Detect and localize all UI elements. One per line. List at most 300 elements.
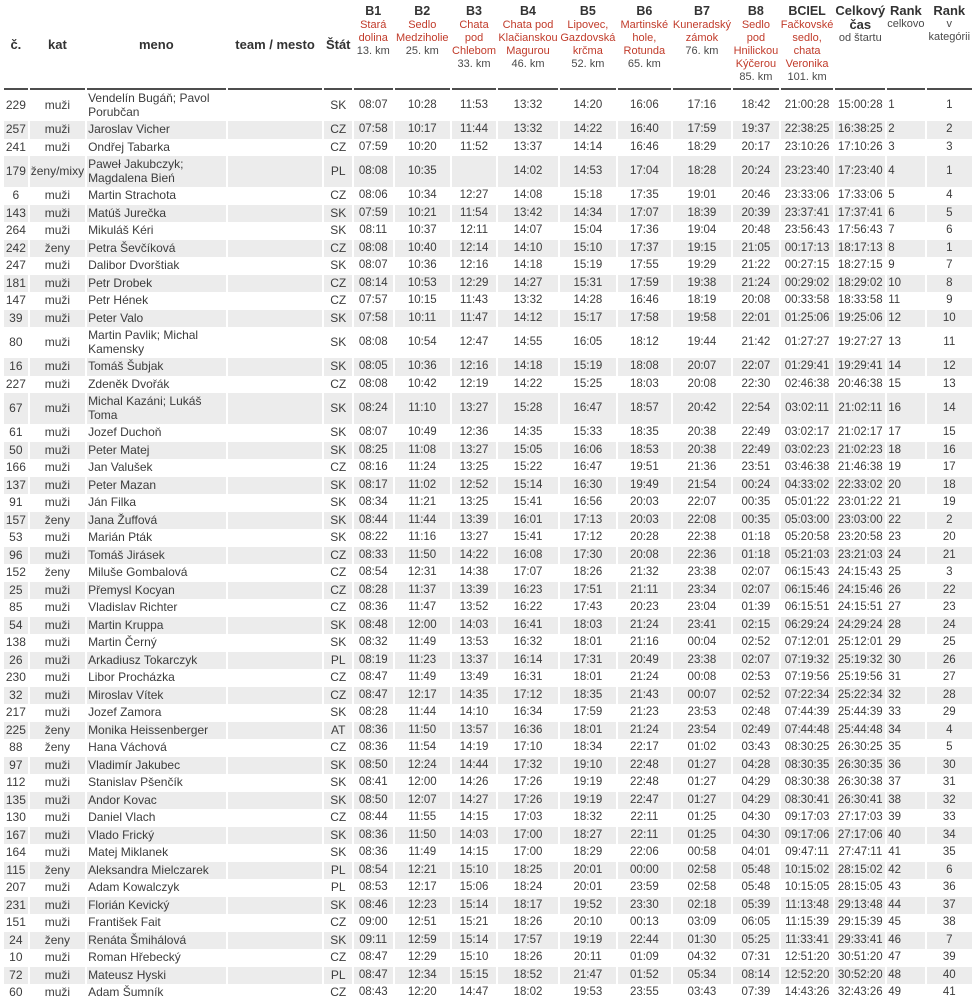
overall-rank-cell: 47 (888, 951, 902, 963)
finish-bciel-cell: 11:13:48 (781, 897, 834, 915)
split-b7-cell: 20:38 (673, 442, 731, 460)
category-cell: muži (30, 967, 85, 985)
split-b5-cell: 15:33 (573, 426, 603, 438)
bib-number-cell: 207 (5, 880, 26, 894)
split-b1-cell: 08:28 (358, 706, 388, 718)
table-row (4, 827, 972, 845)
overall-rank-cell: 45 (888, 916, 902, 928)
split-b1-cell: 08:08 (358, 377, 388, 390)
runner-name-cell: František Fait (88, 915, 161, 929)
bib-number-cell: 217 (5, 705, 26, 719)
category-cell: muži (44, 705, 71, 719)
split-b8-cell: 05:39 (733, 897, 779, 915)
total-time-cell: 26:30:38 (837, 776, 883, 788)
checkpoint-location: Lipovec, Gazdovská krčma (560, 19, 616, 57)
team-cell (228, 424, 323, 442)
split-b3-cell: 12:47 (459, 335, 489, 348)
split-b7-cell: 18:19 (687, 294, 717, 306)
split-b3-cell: 13:49 (459, 671, 489, 683)
split-b2-cell: 12:17 (407, 881, 437, 893)
table-row (4, 984, 972, 1002)
split-b1-cell: 07:58 (354, 121, 393, 139)
table-row (4, 275, 972, 293)
split-b6-cell: 17:04 (618, 156, 671, 187)
col-header-team: team / mesto (228, 2, 323, 90)
overall-rank-cell: 6 (887, 205, 924, 223)
split-b5-cell: 17:51 (560, 582, 616, 600)
country-cell: SK (330, 635, 347, 649)
runner-name-cell: Mikuláš Kéri (88, 223, 154, 237)
team-cell (228, 774, 323, 792)
split-b3-cell: 15:10 (452, 862, 496, 880)
split-b5-cell: 14:34 (560, 205, 616, 223)
category-rank-cell: 31 (942, 776, 956, 788)
col-header-checkpoint (354, 2, 393, 90)
split-b5-cell: 18:27 (560, 827, 616, 845)
category-cell: muži (30, 582, 85, 600)
team-cell (228, 459, 323, 477)
overall-rank-cell: 36 (887, 757, 924, 775)
finish-bciel-cell: 07:22:34 (781, 687, 834, 705)
split-b7-cell: 23:04 (687, 601, 717, 613)
finish-bciel-cell: 02:46:38 (784, 377, 830, 390)
overall-rank-cell: 28 (887, 617, 924, 635)
split-b6-cell: 01:09 (629, 951, 659, 963)
runner-name-cell: Peter Mazan (87, 477, 226, 495)
split-b3-cell: 15:14 (452, 932, 496, 950)
total-time-cell: 17:10:26 (837, 140, 883, 153)
split-b2-cell: 10:36 (395, 358, 451, 376)
split-b2-cell: 10:35 (395, 156, 451, 187)
category-rank-cell: 39 (942, 951, 956, 963)
split-b5-cell: 15:10 (560, 240, 616, 258)
team-cell (228, 704, 323, 722)
total-time-cell: 23:01:22 (837, 496, 883, 508)
split-b2-cell: 11:23 (395, 652, 451, 670)
overall-rank-cell: 5 (888, 189, 895, 201)
split-b3-cell: 14:15 (459, 811, 489, 823)
split-b4-cell: 18:17 (498, 897, 558, 915)
split-b4-cell: 14:07 (513, 224, 543, 236)
total-time-cell: 18:17:13 (835, 240, 885, 258)
split-b8-cell: 02:07 (741, 566, 771, 578)
bib-number-cell: 257 (4, 121, 28, 139)
category-rank-cell: 1 (927, 240, 972, 258)
team-cell (228, 967, 323, 985)
overall-rank-cell: 49 (888, 986, 902, 998)
split-b1-cell: 08:47 (354, 687, 393, 705)
category-rank-cell: 14 (927, 393, 972, 424)
bib-number-cell: 54 (4, 617, 28, 635)
team-cell (228, 634, 323, 652)
overall-rank-cell: 12 (887, 310, 924, 328)
total-time-cell: 16:38:25 (835, 121, 885, 139)
split-b5-cell: 15:19 (573, 259, 603, 271)
runner-name-cell: Monika Heissenberger (87, 722, 226, 740)
split-b4-cell: 14:02 (498, 156, 558, 187)
runner-name-cell: Jozef Duchoň (88, 425, 162, 439)
category-cell: muži (44, 139, 71, 154)
split-b5-cell: 18:35 (560, 687, 616, 705)
split-b5-cell: 18:01 (573, 671, 603, 683)
split-b7-cell: 18:28 (673, 156, 731, 187)
country-cell: CZ (330, 985, 347, 999)
category-rank-cell: 8 (927, 275, 972, 293)
table-row (4, 774, 972, 792)
finish-bciel-cell: 23:56:43 (784, 224, 830, 236)
split-b8-cell: 18:42 (741, 98, 771, 111)
category-rank-cell: 11 (943, 335, 956, 348)
total-time-cell: 23:03:00 (835, 512, 885, 530)
overall-rank-cell: 23 (888, 531, 902, 543)
split-b4-cell: 18:26 (513, 951, 543, 963)
finish-bciel-cell: 00:27:15 (784, 259, 830, 271)
overall-rank-cell: 9 (888, 259, 895, 271)
category-rank-cell: 6 (946, 224, 953, 236)
split-b7-cell: 18:39 (673, 205, 731, 223)
split-b3-cell: 14:03 (452, 827, 496, 845)
split-b3-cell: 12:16 (459, 259, 489, 271)
category-cell: muži (30, 393, 85, 424)
country-cell: SK (324, 932, 352, 950)
runner-name-cell: Jaroslav Vicher (87, 121, 226, 139)
runner-name-cell: Petr Drobek (87, 275, 226, 293)
finish-bciel-cell: 10:15:05 (784, 881, 830, 893)
split-b1-cell: 08:33 (354, 547, 393, 565)
runner-name-cell: Tomáš Jirásek (87, 547, 226, 565)
category-cell: muži (44, 188, 71, 202)
checkpoint-distance: 85. km (739, 71, 773, 83)
table-row (4, 722, 972, 740)
bib-number-cell: 135 (4, 792, 28, 810)
overall-rank-cell: 16 (887, 393, 924, 424)
table-row (4, 205, 972, 223)
category-cell: muži (44, 985, 71, 999)
checkpoint-distance: 76. km (685, 45, 719, 57)
split-b7-cell: 22:07 (687, 496, 717, 508)
team-cell (228, 652, 323, 670)
table-row (4, 634, 972, 652)
total-time-cell: 22:33:02 (835, 477, 885, 495)
split-b5-cell: 20:01 (573, 881, 603, 893)
bib-number-cell: 67 (4, 393, 28, 424)
finish-bciel-cell: 01:29:41 (781, 358, 834, 376)
total-time-label: Celkový čas (835, 3, 886, 32)
split-b5-cell: 16:56 (573, 496, 603, 508)
split-b1-cell: 07:59 (354, 205, 393, 223)
split-b5-cell: 16:47 (560, 393, 616, 424)
split-b3-cell: 14:10 (459, 706, 489, 718)
split-b7-cell: 01:27 (687, 776, 717, 788)
bib-number-cell: 147 (5, 293, 26, 307)
split-b6-cell: 18:12 (629, 335, 659, 348)
table-row (4, 494, 972, 512)
split-b8-cell: 04:30 (741, 811, 771, 823)
split-b8-cell: 05:25 (733, 932, 779, 950)
country-cell: CZ (330, 139, 347, 154)
country-cell: SK (330, 97, 347, 112)
category-rank-cell: 7 (946, 259, 953, 271)
team-cell (228, 512, 323, 530)
split-b2-cell: 10:36 (407, 259, 437, 271)
category-cell: muži (44, 635, 71, 649)
col-header-checkpoint (733, 2, 779, 90)
category-rank-cell: 1 (946, 98, 953, 111)
split-b1-cell: 08:07 (358, 259, 388, 271)
country-cell: CZ (330, 810, 347, 824)
table-row (4, 310, 972, 328)
table-row (4, 139, 972, 157)
split-b8-cell: 22:01 (733, 310, 779, 328)
split-b1-cell: 07:58 (354, 310, 393, 328)
split-b4-cell: 14:22 (513, 377, 543, 390)
bib-number-cell: 181 (4, 275, 28, 293)
category-rank-cell: 7 (927, 932, 972, 950)
split-b4-cell: 17:00 (498, 827, 558, 845)
category-rank-cell: 4 (927, 722, 972, 740)
split-b7-cell: 00:58 (687, 846, 717, 858)
split-b5-cell: 15:17 (560, 310, 616, 328)
split-b3-cell: 13:57 (452, 722, 496, 740)
team-cell (228, 827, 323, 845)
bib-number-cell: 164 (5, 845, 26, 859)
checkpoint-location: Sedlo pod Hnilickou Kýčerou (733, 19, 779, 70)
split-b4-cell: 17:07 (513, 566, 543, 578)
country-cell: SK (324, 827, 352, 845)
split-b6-cell: 20:03 (618, 512, 671, 530)
table-row (4, 90, 972, 121)
overall-rank-cell: 19 (888, 461, 902, 473)
country-cell: PL (324, 862, 352, 880)
table-row (4, 512, 972, 530)
bib-number-cell: 225 (4, 722, 28, 740)
split-b6-cell: 21:32 (629, 566, 659, 578)
split-b1-cell: 08:06 (358, 189, 388, 201)
category-rank-cell: 26 (927, 652, 972, 670)
table-row (4, 617, 972, 635)
checkpoint-code: B5 (579, 4, 596, 18)
total-time-cell: 21:02:11 (835, 393, 885, 424)
split-b4-cell: 16:08 (498, 547, 558, 565)
split-b7-cell: 22:38 (687, 531, 717, 543)
finish-bciel-cell: 05:03:00 (781, 512, 834, 530)
finish-bciel-cell: 09:17:03 (784, 811, 830, 823)
bib-number-cell: 167 (4, 827, 28, 845)
finish-bciel-cell: 23:37:41 (781, 205, 834, 223)
category-cell: muži (44, 334, 71, 349)
split-b3-cell: 15:06 (459, 881, 489, 893)
overall-rank-cell: 7 (888, 224, 895, 236)
split-b6-cell: 21:24 (629, 671, 659, 683)
runner-name-cell: Martin Pavlik; Michal Kamensky (88, 328, 199, 356)
split-b6-cell: 17:59 (618, 275, 671, 293)
team-cell (228, 897, 323, 915)
category-rank-cell: 35 (942, 846, 956, 858)
country-cell: CZ (330, 188, 347, 202)
overall-rank-cell: 18 (887, 442, 924, 460)
split-b4-cell: 17:26 (513, 776, 543, 788)
split-b5-cell: 16:06 (560, 442, 616, 460)
category-cell: ženy (44, 565, 71, 579)
split-b6-cell: 17:55 (629, 259, 659, 271)
split-b5-cell: 17:43 (573, 601, 603, 613)
bib-number-cell: 96 (4, 547, 28, 565)
country-cell: CZ (330, 915, 347, 929)
runner-name-cell: Vladislav Richter (88, 600, 178, 614)
team-cell (228, 240, 323, 258)
team-cell (228, 564, 323, 582)
category-cell: muži (44, 950, 71, 964)
finish-bciel-cell: 10:15:02 (781, 862, 834, 880)
split-b4-cell: 18:24 (513, 881, 543, 893)
split-b3-cell (452, 156, 496, 187)
runner-name-cell: Arkadiusz Tokarczyk (87, 652, 226, 670)
table-row (4, 358, 972, 376)
table-header-row (4, 2, 972, 90)
runner-name-cell: Martin Černý (88, 635, 157, 649)
category-cell: muži (30, 547, 85, 565)
country-cell: PL (330, 880, 346, 894)
country-cell: SK (324, 757, 352, 775)
split-b3-cell: 15:21 (459, 916, 489, 928)
split-b2-cell: 11:49 (408, 671, 437, 683)
split-b2-cell: 12:17 (395, 687, 451, 705)
finish-bciel-cell: 21:00:28 (784, 98, 830, 111)
bib-number-cell: 26 (4, 652, 28, 670)
overall-rank-cell: 41 (888, 846, 902, 858)
split-b2-cell: 10:17 (395, 121, 451, 139)
table-row (4, 844, 972, 862)
category-rank-cell: 19 (942, 496, 956, 508)
table-row (4, 529, 972, 547)
split-b2-cell: 10:42 (407, 377, 437, 390)
finish-bciel-cell: 09:47:11 (785, 846, 830, 858)
split-b8-cell: 20:39 (733, 205, 779, 223)
table-row (4, 477, 972, 495)
finish-bciel-cell: 07:44:48 (781, 722, 834, 740)
category-cell: ženy (30, 862, 85, 880)
category-cell: muži (30, 757, 85, 775)
table-row (4, 704, 972, 722)
split-b8-cell: 22:49 (733, 442, 779, 460)
table-row (4, 669, 972, 687)
split-b3-cell: 14:15 (459, 846, 489, 858)
overall-rank-cell: 38 (887, 792, 924, 810)
country-cell: CZ (324, 582, 352, 600)
split-b6-cell: 22:11 (618, 827, 671, 845)
split-b3-cell: 14:26 (459, 776, 489, 788)
category-cell: muži (44, 775, 71, 789)
split-b8-cell: 21:05 (733, 240, 779, 258)
finish-bciel-cell: 03:02:23 (781, 442, 834, 460)
runner-name-cell: Peter Valo (87, 310, 226, 328)
split-b7-cell: 17:59 (673, 121, 731, 139)
split-b1-cell: 08:22 (358, 531, 388, 543)
table-row (4, 967, 972, 985)
split-b2-cell: 11:44 (395, 512, 451, 530)
split-b5-cell: 19:10 (560, 757, 616, 775)
country-cell: CZ (330, 670, 347, 684)
team-cell (228, 547, 323, 565)
bib-number-cell: 166 (5, 460, 26, 474)
split-b7-cell: 00:07 (673, 687, 731, 705)
split-b6-cell: 20:23 (629, 601, 659, 613)
team-cell (228, 376, 323, 394)
split-b4-cell: 18:02 (513, 986, 543, 998)
category-cell: muži (30, 897, 85, 915)
runner-name-cell: Petra Ševčíková (87, 240, 226, 258)
total-time-cell: 30:52:20 (835, 967, 885, 985)
table-row (4, 257, 972, 275)
finish-bciel-cell: 06:15:43 (784, 566, 830, 578)
country-cell: SK (324, 310, 352, 328)
team-cell (228, 687, 323, 705)
overall-rank-cell: 10 (887, 275, 924, 293)
split-b8-cell: 04:28 (733, 757, 779, 775)
split-b1-cell: 08:25 (354, 442, 393, 460)
split-b4-cell: 17:26 (498, 792, 558, 810)
overall-rank-cell: 1 (888, 98, 895, 111)
country-cell: CZ (330, 950, 347, 964)
split-b1-cell: 08:46 (354, 897, 393, 915)
split-b3-cell: 13:53 (459, 636, 489, 648)
runner-name-cell: Stanislav Pšenčík (88, 775, 183, 789)
category-rank-cell: 22 (927, 582, 972, 600)
split-b3-cell: 12:27 (459, 189, 489, 201)
split-b8-cell: 21:24 (733, 275, 779, 293)
team-cell (228, 310, 323, 328)
split-b6-cell: 22:11 (630, 811, 659, 823)
split-b8-cell: 05:48 (741, 881, 771, 893)
country-cell: PL (324, 967, 352, 985)
category-cell: muži (30, 358, 85, 376)
checkpoint-distance: 52. km (571, 58, 605, 70)
split-b4-cell: 14:55 (513, 335, 543, 348)
split-b1-cell: 08:44 (358, 811, 388, 823)
country-cell: CZ (324, 240, 352, 258)
split-b2-cell: 12:00 (395, 617, 451, 635)
table-row (4, 739, 972, 757)
split-b2-cell: 12:29 (407, 951, 437, 963)
table-row (4, 897, 972, 915)
col-header-checkpoint (560, 2, 616, 90)
overall-rank-cell: 27 (888, 601, 902, 613)
split-b3-cell: 13:27 (459, 531, 489, 543)
bib-number-cell: 80 (9, 334, 23, 349)
overall-rank-cell: 24 (887, 547, 924, 565)
country-cell: CZ (324, 121, 352, 139)
bib-number-cell: 91 (9, 495, 23, 509)
split-b1-cell: 08:08 (358, 335, 388, 348)
checkpoint-distance: 13. km (356, 45, 390, 57)
runner-name-cell: Andor Kovac (87, 792, 226, 810)
split-b4-cell: 14:10 (498, 240, 558, 258)
split-b5-cell: 15:18 (573, 189, 603, 201)
split-b2-cell: 12:31 (407, 566, 437, 578)
bib-number-cell: 137 (4, 477, 28, 495)
bib-number-cell: 230 (5, 670, 26, 684)
split-b1-cell: 08:43 (358, 986, 388, 998)
overall-rank-cell: 42 (887, 862, 924, 880)
runner-name-cell: Martin Kruppa (87, 617, 226, 635)
split-b3-cell: 12:36 (459, 426, 489, 438)
split-b2-cell: 10:40 (395, 240, 451, 258)
split-b8-cell: 22:49 (741, 426, 771, 438)
col-header-category: kat (30, 2, 85, 90)
split-b6-cell: 20:03 (629, 496, 659, 508)
split-b4-cell: 17:57 (498, 932, 558, 950)
finish-bciel-cell: 01:25:06 (781, 310, 834, 328)
